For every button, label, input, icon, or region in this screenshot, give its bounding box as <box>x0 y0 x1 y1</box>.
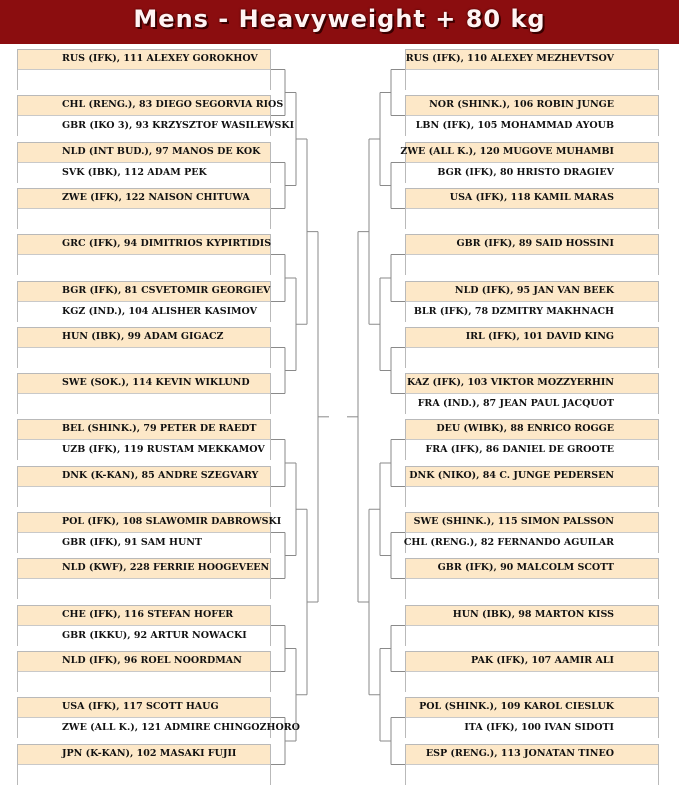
competitor-slot-bottom <box>406 256 658 276</box>
competitor-name: BGR (IFK), 80 HRISTO DRAGIEV <box>437 167 614 178</box>
competitor-slot-top <box>406 189 658 209</box>
match-box <box>17 142 271 183</box>
competitor-slot-top <box>18 96 284 116</box>
competitor-slot-top <box>406 374 658 394</box>
competitor-name: GBR (IFK), 90 MALCOLM SCOTT <box>437 562 614 573</box>
competitor-name: ZWE (ALL K.), 120 MUGOVE MUHAMBI <box>400 146 614 157</box>
competitor-slot-bottom <box>406 303 658 323</box>
competitor-slot-bottom <box>18 441 270 461</box>
competitor-name: UZB (IFK), 119 RUSTAM MEKKAMOV <box>62 444 265 455</box>
match-box <box>17 419 271 460</box>
match-box <box>405 512 659 553</box>
competitor-name: NOR (SHINK.), 106 ROBIN JUNGE <box>429 99 614 110</box>
competitor-slot-top <box>18 606 270 626</box>
competitor-slot-top <box>18 282 270 302</box>
competitor-slot-top <box>406 328 658 348</box>
match-box <box>17 188 271 229</box>
match-box <box>17 512 282 553</box>
competitor-name: GRC (IFK), 94 DIMITRIOS KYPIRTIDIS <box>62 238 272 249</box>
competitor-slot-top <box>406 235 658 255</box>
competitor-slot-bottom <box>406 766 658 786</box>
competitor-slot-bottom <box>18 117 295 137</box>
competitor-name: PAK (IFK), 107 AAMIR ALI <box>471 655 614 666</box>
competitor-slot-top <box>18 189 270 209</box>
match-box <box>17 605 271 646</box>
competitor-slot-top <box>18 467 270 487</box>
competitor-name: POL (SHINK.), 109 KAROL CIESLUK <box>419 701 614 712</box>
competitor-slot-top <box>406 467 658 487</box>
match-box <box>17 327 271 368</box>
competitor-slot-top <box>18 50 270 70</box>
competitor-name: ZWE (IFK), 122 NAISON CHITUWA <box>62 192 250 203</box>
match-box <box>405 419 659 460</box>
match-box <box>17 744 271 785</box>
competitor-slot-bottom <box>403 534 658 554</box>
competitor-slot-bottom <box>18 580 270 600</box>
competitor-name: RUS (IFK), 110 ALEXEY MEZHEVTSOV <box>405 53 614 64</box>
competitor-slot-top <box>18 745 270 765</box>
competitor-slot-bottom <box>406 580 658 600</box>
competitor-slot-bottom <box>18 71 270 91</box>
competitor-slot-top <box>18 559 270 579</box>
competitor-slot-top <box>406 513 658 533</box>
competitor-slot-bottom <box>18 303 270 323</box>
competitor-slot-top <box>18 374 270 394</box>
competitor-name: GBR (IKKU), 92 ARTUR NOWACKI <box>62 630 247 641</box>
competitor-name: BEL (SHINK.), 79 PETER DE RAEDT <box>62 423 257 434</box>
competitor-name: FRA (IFK), 86 DANIEL DE GROOTE <box>425 444 614 455</box>
competitor-slot-bottom <box>406 71 658 91</box>
match-box <box>405 605 659 646</box>
page-title: Mens - Heavyweight + 80 kg <box>133 5 546 33</box>
competitor-slot-top <box>406 698 658 718</box>
competitor-slot-bottom <box>18 349 270 369</box>
competitor-name: SWE (SHINK.), 115 SIMON PALSSON <box>413 516 614 527</box>
match-box <box>17 373 271 414</box>
competitor-name: FRA (IND.), 87 JEAN PAUL JACQUOT <box>417 398 614 409</box>
match-box <box>17 697 300 738</box>
match-box <box>405 95 659 136</box>
competitor-slot-bottom <box>18 395 270 415</box>
match-box <box>405 558 659 599</box>
competitor-name: ESP (RENG.), 113 JONATAN TINEO <box>425 748 614 759</box>
competitor-slot-top <box>406 96 658 116</box>
competitor-name: HUN (IBK), 98 MARTON KISS <box>452 609 614 620</box>
competitor-name: NLD (KWF), 228 FERRIE HOOGEVEEN <box>62 562 270 573</box>
match-box <box>400 142 659 183</box>
competitor-slot-top <box>18 143 270 163</box>
competitor-name: GBR (IFK), 91 SAM HUNT <box>62 537 202 548</box>
competitor-name: DNK (K-KAN), 85 ANDRE SZEGVARY <box>62 470 259 481</box>
match-box <box>405 281 659 322</box>
match-box <box>405 466 659 507</box>
competitor-slot-top <box>18 235 270 255</box>
competitor-name: KAZ (IFK), 103 VIKTOR MOZZYERHIN <box>407 377 614 388</box>
competitor-slot-bottom <box>18 488 270 508</box>
match-box <box>405 697 659 738</box>
competitor-slot-top <box>18 652 270 672</box>
competitor-name: RUS (IFK), 111 ALEXEY GOROKHOV <box>62 53 258 64</box>
competitor-slot-top <box>400 143 658 163</box>
competitor-slot-top <box>406 420 658 440</box>
match-box <box>17 281 271 322</box>
competitor-slot-top <box>406 652 658 672</box>
match-box <box>17 466 271 507</box>
match-box <box>405 744 659 785</box>
competitor-slot-top <box>406 745 658 765</box>
competitor-name: KGZ (IND.), 104 ALISHER KASIMOV <box>62 306 258 317</box>
competitor-slot-top <box>18 328 270 348</box>
competitor-slot-top <box>18 420 270 440</box>
match-box <box>17 651 271 692</box>
match-box <box>405 49 659 90</box>
competitor-slot-bottom <box>18 534 270 554</box>
competitor-slot-bottom <box>406 395 658 415</box>
competitor-name: SWE (SOK.), 114 KEVIN WIKLUND <box>62 377 250 388</box>
competitor-name: NLD (IFK), 96 ROEL NOORDMAN <box>62 655 242 666</box>
competitor-slot-bottom <box>18 210 270 230</box>
competitor-slot-bottom <box>406 488 658 508</box>
competitor-slot-bottom <box>18 256 270 276</box>
competitor-name: GBR (IKO 3), 93 KRZYSZTOF WASILEWSKI <box>62 120 295 131</box>
competitor-name: LBN (IFK), 105 MOHAMMAD AYOUB <box>415 120 614 131</box>
competitor-name: CHL (RENG.), 82 FERNANDO AGUILAR <box>403 537 614 548</box>
competitor-slot-bottom <box>18 719 300 739</box>
competitor-name: USA (IFK), 118 KAMIL MARAS <box>449 192 614 203</box>
match-box <box>17 234 271 275</box>
competitor-name: CHE (IFK), 116 STEFAN HOFER <box>62 609 234 620</box>
competitor-slot-top <box>18 698 270 718</box>
competitor-slot-top <box>18 513 282 533</box>
competitor-slot-bottom <box>406 117 658 137</box>
competitor-name: CHL (RENG.), 83 DIEGO SEGORVIA RIOS <box>62 99 284 110</box>
competitor-slot-top <box>406 282 658 302</box>
competitor-name: NLD (INT BUD.), 97 MANOS DE KOK <box>62 146 261 157</box>
competitor-slot-bottom <box>18 673 270 693</box>
competitor-name: BGR (IFK), 81 CSVETOMIR GEORGIEV <box>62 285 271 296</box>
competitor-slot-bottom <box>406 210 658 230</box>
competitor-name: DNK (NIKO), 84 C. JUNGE PEDERSEN <box>409 470 614 481</box>
competitor-slot-top <box>406 559 658 579</box>
competitor-slot-bottom <box>406 719 658 739</box>
competitor-name: DEU (WIBK), 88 ENRICO ROGGE <box>436 423 614 434</box>
match-box <box>405 327 659 368</box>
competitor-slot-top <box>406 606 658 626</box>
competitor-slot-bottom <box>406 349 658 369</box>
competitor-name: SVK (IBK), 112 ADAM PEK <box>62 167 207 178</box>
competitor-name: HUN (IBK), 99 ADAM GIGACZ <box>62 331 224 342</box>
competitor-slot-bottom <box>18 164 270 184</box>
match-box <box>405 188 659 229</box>
match-box <box>405 234 659 275</box>
competitor-slot-top <box>406 50 658 70</box>
competitor-name: USA (IFK), 117 SCOTT HAUG <box>62 701 219 712</box>
competitor-name: POL (IFK), 108 SLAWOMIR DABROWSKI <box>62 516 282 527</box>
competitor-slot-bottom <box>406 164 658 184</box>
competitor-name: GBR (IFK), 89 SAID HOSSINI <box>456 238 614 249</box>
match-box <box>17 49 271 90</box>
competitor-name: BLR (IFK), 78 DZMITRY MAKHNACH <box>413 306 614 317</box>
competitor-slot-bottom <box>406 441 658 461</box>
match-box <box>17 558 271 599</box>
match-box <box>405 651 659 692</box>
competitor-slot-bottom <box>18 766 270 786</box>
match-box <box>17 95 295 136</box>
competitor-name: IRL (IFK), 101 DAVID KING <box>465 331 614 342</box>
competitor-slot-bottom <box>18 627 270 647</box>
competitor-name: JPN (K-KAN), 102 MASAKI FUJII <box>62 748 237 759</box>
competitor-name: ZWE (ALL K.), 121 ADMIRE CHINGOZHORO <box>62 722 300 733</box>
match-box <box>405 373 659 414</box>
competitor-slot-bottom <box>406 627 658 647</box>
competitor-name: NLD (IFK), 95 JAN VAN BEEK <box>454 285 614 296</box>
competitor-slot-bottom <box>406 673 658 693</box>
competitor-name: ITA (IFK), 100 IVAN SIDOTI <box>464 722 614 733</box>
